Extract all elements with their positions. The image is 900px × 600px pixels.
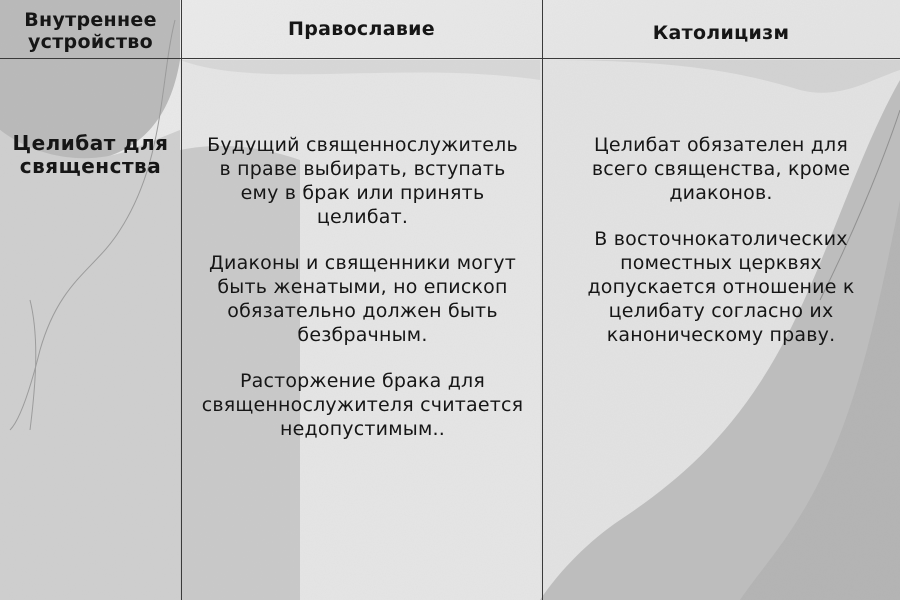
header-divider: [0, 58, 900, 59]
catholic-paragraph-1: Целибат обязателен для всего священства, кроме диаконов.: [591, 134, 851, 204]
catholic-paragraph-2: В восточнокатолических поместных церквях допускается отношение к целибату согласно их каноническому праву.: [587, 228, 855, 346]
catholic-cell: [568, 133, 874, 369]
column-divider-1: [181, 0, 182, 600]
header-internal-structure: Внутреннее устройство: [24, 9, 157, 53]
header-orthodoxy: Православие: [288, 18, 435, 40]
orthodox-cell: [200, 133, 525, 463]
header-catholicism: Католицизм: [652, 22, 790, 44]
orthodox-paragraph-1: Будущий священнослужитель в праве выбирать, вступать ему в брак или принять целибат.: [207, 134, 518, 228]
orthodox-paragraph-2: Диаконы и священники могут быть женатыми, но епископ обязательно должен быть безбрачным.: [209, 252, 516, 346]
orthodox-paragraph-3: Расторжение брака для священнослужителя считается недопустимым..: [201, 370, 524, 440]
column-divider-2: [542, 0, 543, 600]
row-label-celibacy: Целибат для священства: [12, 131, 169, 178]
